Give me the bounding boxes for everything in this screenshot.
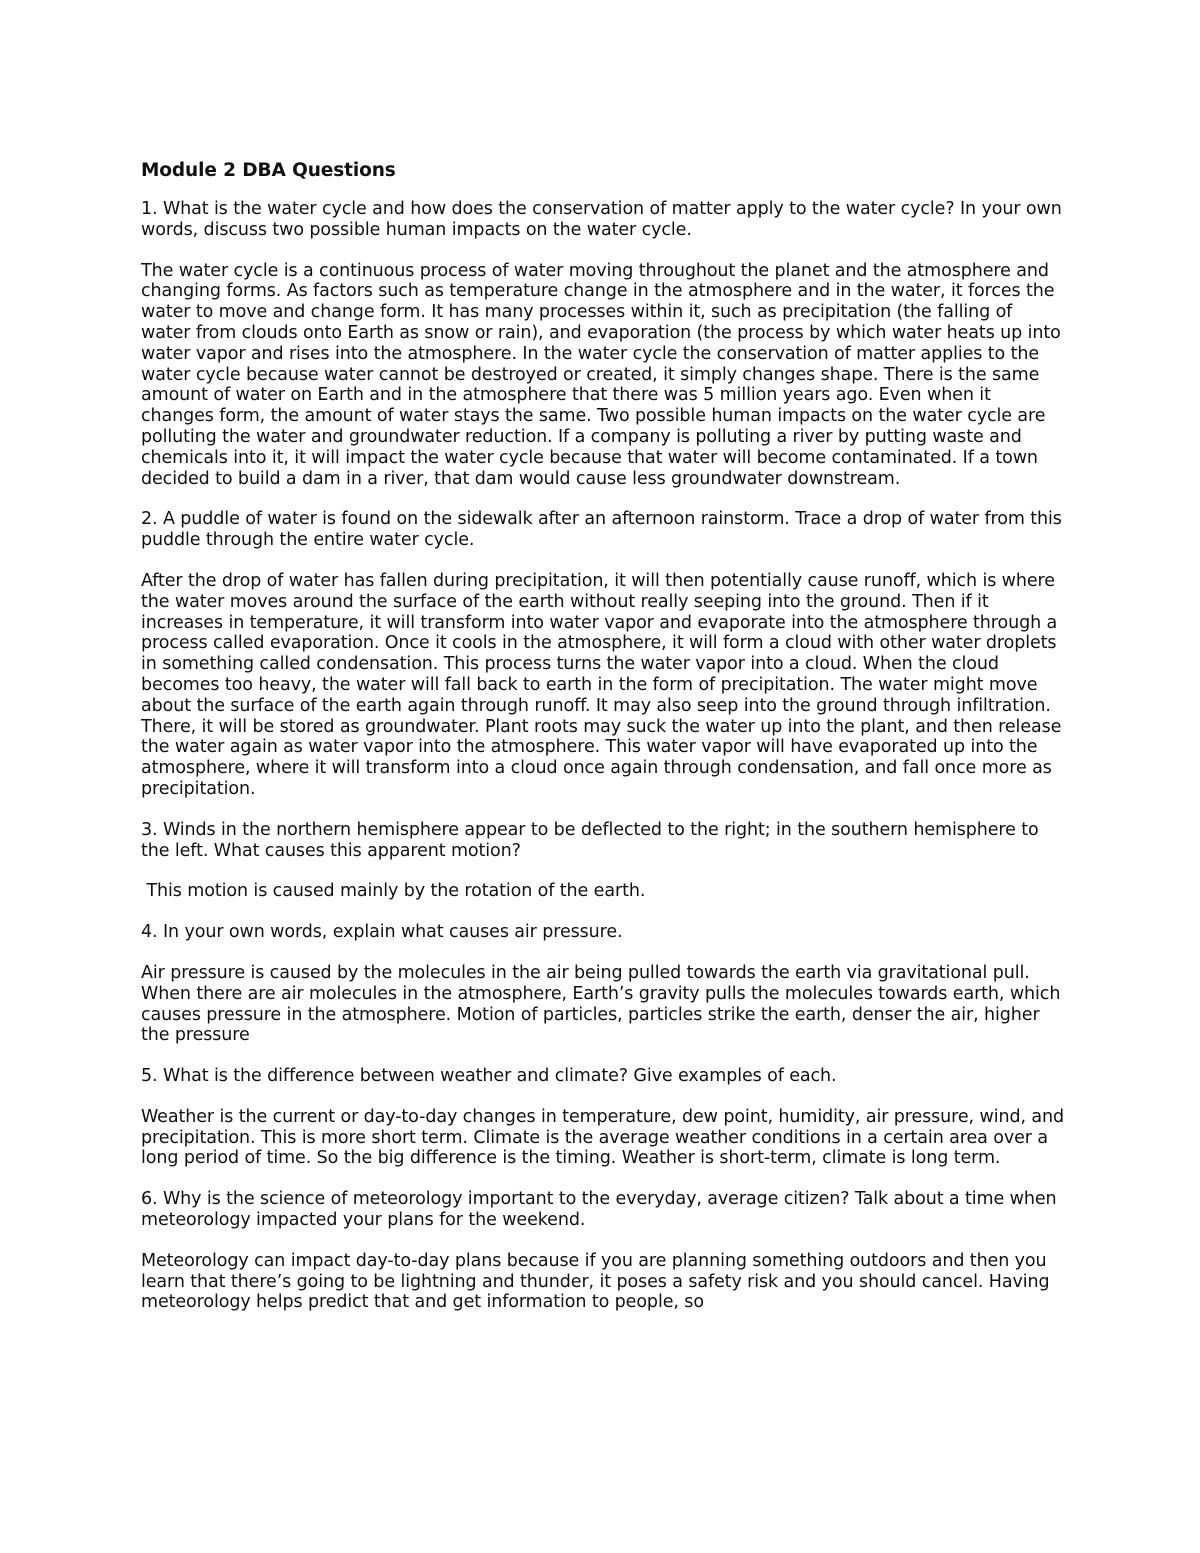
question-2: 2. A puddle of water is found on the sidewalk after an afternoon rainstorm. Trace a drop of water from this puddle through the entire water cycle. [141, 509, 1062, 551]
answer-5: Weather is the current or day-to-day changes in temperature, dew point, humidity, air pressure, wind, and precipitation. This is more short term. Climate is the average weather conditions in a certain area over a long period of time. So the big difference is the timing. Weather is short-term, climate is long term. [141, 1106, 1064, 1169]
answer-1: The water cycle is a continuous process of water moving throughout the planet and the atmosphere and changing forms. As factors such as temperature change in the atmosphere and in the water, it forces the water to move and change form. It has many processes within it, such as precipitation (the falling of water from clouds onto Earth as snow or rain), and evaporation (the process by which water heats up into water vapor and rises into the atmosphere. In the water cycle the conservation of matter applies to the water cycle because water cannot be destroyed or created, it simply changes shape. There is the same amount of water on Earth and in the atmosphere that there was 5 million years ago. Even when it changes form, the amount of water stays the same. Two possible human impacts on the water cycle are polluting the water and groundwater reduction. If a company is polluting a river by putting waste and chemicals into it, it will impact the water cycle because that water will become contaminated. If a town decided to build a dam in a river, that dam would cause less groundwater downstream. [141, 260, 1061, 489]
answer-4: Air pressure is caused by the molecules in the air being pulled towards the earth via gravitational pull. When there are air molecules in the atmosphere, Earth’s gravity pulls the molecules towards earth, which causes pressure in the atmosphere. Motion of particles, particles strike the earth, denser the air, higher the pressure [141, 962, 1061, 1046]
question-6: 6. Why is the science of meteorology important to the everyday, average citizen? Talk about a time when meteorology impacted your plans for the weekend. [141, 1189, 1057, 1231]
document-title: Module 2 DBA Questions [141, 160, 396, 181]
question-4: 4. In your own words, explain what causes air pressure. [141, 922, 623, 943]
question-1: 1. What is the water cycle and how does the conservation of matter apply to the water cycle? In your own words, discuss two possible human impacts on the water cycle. [141, 199, 1062, 240]
question-3: 3. Winds in the northern hemisphere appear to be deflected to the right; in the southern hemisphere to the left. What causes this apparent motion? [141, 819, 1039, 861]
answer-3: This motion is caused mainly by the rotation of the earth. [141, 881, 646, 902]
question-5: 5. What is the difference between weather and climate? Give examples of each. [141, 1066, 837, 1087]
answer-6: Meteorology can impact day-to-day plans because if you are planning something outdoors and then you learn that there’s going to be lightning and thunder, it poses a safety risk and you should cancel. Having meteorology helps predict that and get information to people, so [141, 1250, 1050, 1313]
document-body [141, 160, 1066, 1333]
answer-2: After the drop of water has fallen during precipitation, it will then potentially cause runoff, which is where the water moves around the surface of the earth without really seeping into the ground. Then if it increases in temperature, it will transform into water vapor and evaporate into the atmosphere through a process called evaporation. Once it cools in the atmosphere, it will form a cloud with other water droplets in something called condensation. This process turns the water vapor into a cloud. When the cloud becomes too heavy, the water will fall back to earth in the form of precipitation. The water might move about the surface of the earth again through runoff. It may also seep into the ground through infiltration. There, it will be stored as groundwater. Plant roots may suck the water up into the plant, and then release the water again as water vapor into the atmosphere. This water vapor will have evaporated up into the atmosphere, where it will transform into a cloud once again through condensation, and fall once more as precipitation. [141, 570, 1062, 799]
